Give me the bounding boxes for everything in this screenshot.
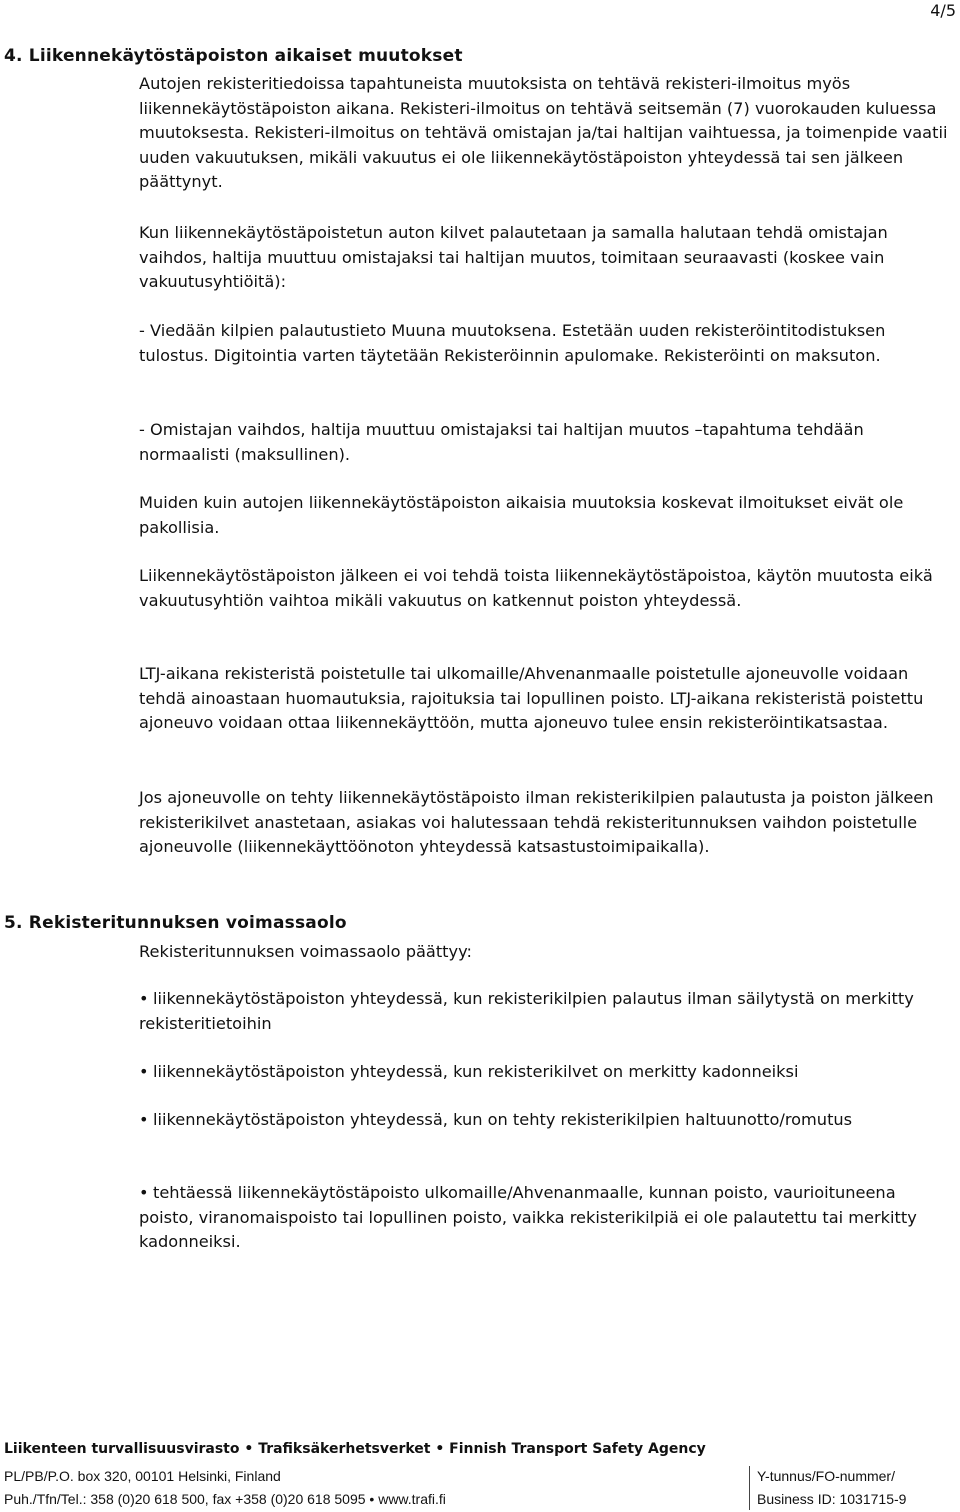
bullet-text: liikennekäytöstäpoiston yhteydessä, kun on tehty rekisterikilpien haltuunotto/romutus (153, 1110, 853, 1129)
bullet-item-4 (139, 1181, 949, 1255)
section-4-paragraph-5: Muiden kuin autojen liikennekäytöstäpoiston aikaisia muutoksia koskevat ilmoitukset eivät ole pakollisia. (139, 493, 904, 537)
section-4-paragraph-6: Liikennekäytöstäpoiston jälkeen ei voi tehdä toista liikennekäytöstäpoistoa, käytön muutosta eikä vakuutusyhtiön vaihtoa mikäli vakuutus on katkennut poiston yhteydessä. (139, 566, 933, 610)
bullet-text: liikennekäytöstäpoiston yhteydessä, kun rekisterikilvet on merkitty kadonneiksi (153, 1062, 799, 1081)
bullet-icon: • (139, 1110, 149, 1129)
section-4-paragraph-3: - Viedään kilpien palautustieto Muuna muutoksena. Estetään uuden rekisteröintitodistuksen tulostus. Digitointia varten täytetään Rekisteröinnin apulomake. Rekisteröinti on maksuton. (139, 321, 886, 365)
bullet-item-3 (139, 1108, 949, 1133)
bullet-item-2 (139, 1060, 949, 1085)
section-4-paragraph-4: - Omistajan vaihdos, haltija muuttuu omistajaksi tai haltijan muutos –tapahtuma tehdään normaalisti (maksullinen). (139, 420, 864, 464)
footer-agency-line: Liikenteen turvallisuusvirasto • Trafiksäkerhetsverket • Finnish Transport Safety Agency (4, 1441, 706, 1457)
section-4-paragraph-1: Autojen rekisteritiedoissa tapahtuneista muutoksista on tehtävä rekisteri-ilmoitus myös liikennekäytöstäpoiston aikana. Rekisteri-ilmoitus on tehtävä seitsemän (7) vuorokauden kuluessa muutoksesta. Rekisteri-ilmoitus on tehtävä omistajan ja/tai haltijan vaihtuessa, ja toimenpide vaatii uuden vakuutuksen, mikäli vakuutus ei ole liikennekäytöstäpoiston yhteydessä tai sen jälkeen päättynyt. (139, 74, 948, 191)
bullet-item-1 (139, 987, 949, 1036)
section-4-paragraph-7: LTJ-aikana rekisteristä poistetulle tai ulkomaille/Ahvenanmaalle poistetulle ajoneuvolle voidaan tehdä ainoastaan huomautuksia, rajoituksia tai lopullinen poisto. LTJ-aikana rekisteristä poistettu ajoneuvo voidaan ottaa liikennekäyttöön, mutta ajoneuvo tulee ensin rekisteröintikatsastaa. (139, 664, 924, 732)
bullet-text: liikennekäytöstäpoiston yhteydessä, kun rekisterikilpien palautus ilman säilytystä on merkitty rekisteritietoihin (139, 989, 914, 1033)
section-4-paragraph-8: Jos ajoneuvolle on tehty liikennekäytöstäpoisto ilman rekisterikilpien palautusta ja poiston jälkeen rekisterikilvet anastetaan, asiakas voi halutessaan tehdä rekisteritunnuksen vaihdon poistetulle ajoneuvolle (liikennekäyttöönoton yhteydessä katsastustoimipaikalla). (139, 788, 934, 856)
section-4-heading: 4. Liikennekäytöstäpoiston aikaiset muutokset (4, 46, 463, 66)
footer-address: PL/PB/P.O. box 320, 00101 Helsinki, Finland (4, 1468, 281, 1484)
footer-business-id: Business ID: 1031715-9 (757, 1491, 907, 1507)
section-5-intro: Rekisteritunnuksen voimassaolo päättyy: (139, 942, 472, 961)
footer-business-id-label: Y-tunnus/FO-nummer/ (757, 1468, 895, 1484)
bullet-icon: • (139, 1062, 149, 1081)
bullet-icon: • (139, 1183, 149, 1202)
footer-contact: Puh./Tfn/Tel.: 358 (0)20 618 500, fax +358 (0)20 618 5095 • www.trafi.fi (4, 1491, 446, 1507)
footer-divider (749, 1466, 750, 1510)
bullet-text: tehtäessä liikennekäytöstäpoisto ulkomaille/Ahvenanmaalle, kunnan poisto, vaurioituneena poisto, viranomaispoisto tai lopullinen poisto, vaikka rekisterikilpiä ei ole palautettu tai merkitty kadonneiksi. (139, 1183, 917, 1251)
page-number: 4/5 (930, 1, 956, 20)
section-4-paragraph-2: Kun liikennekäytöstäpoistetun auton kilvet palautetaan ja samalla halutaan tehdä omistajan vaihdos, haltija muuttuu omistajaksi tai haltijan muutos, toimitaan seuraavasti (koskee vain vakuutusyhtiöitä): (139, 223, 888, 291)
bullet-icon: • (139, 989, 149, 1008)
section-5-heading: 5. Rekisteritunnuksen voimassaolo (4, 913, 347, 933)
